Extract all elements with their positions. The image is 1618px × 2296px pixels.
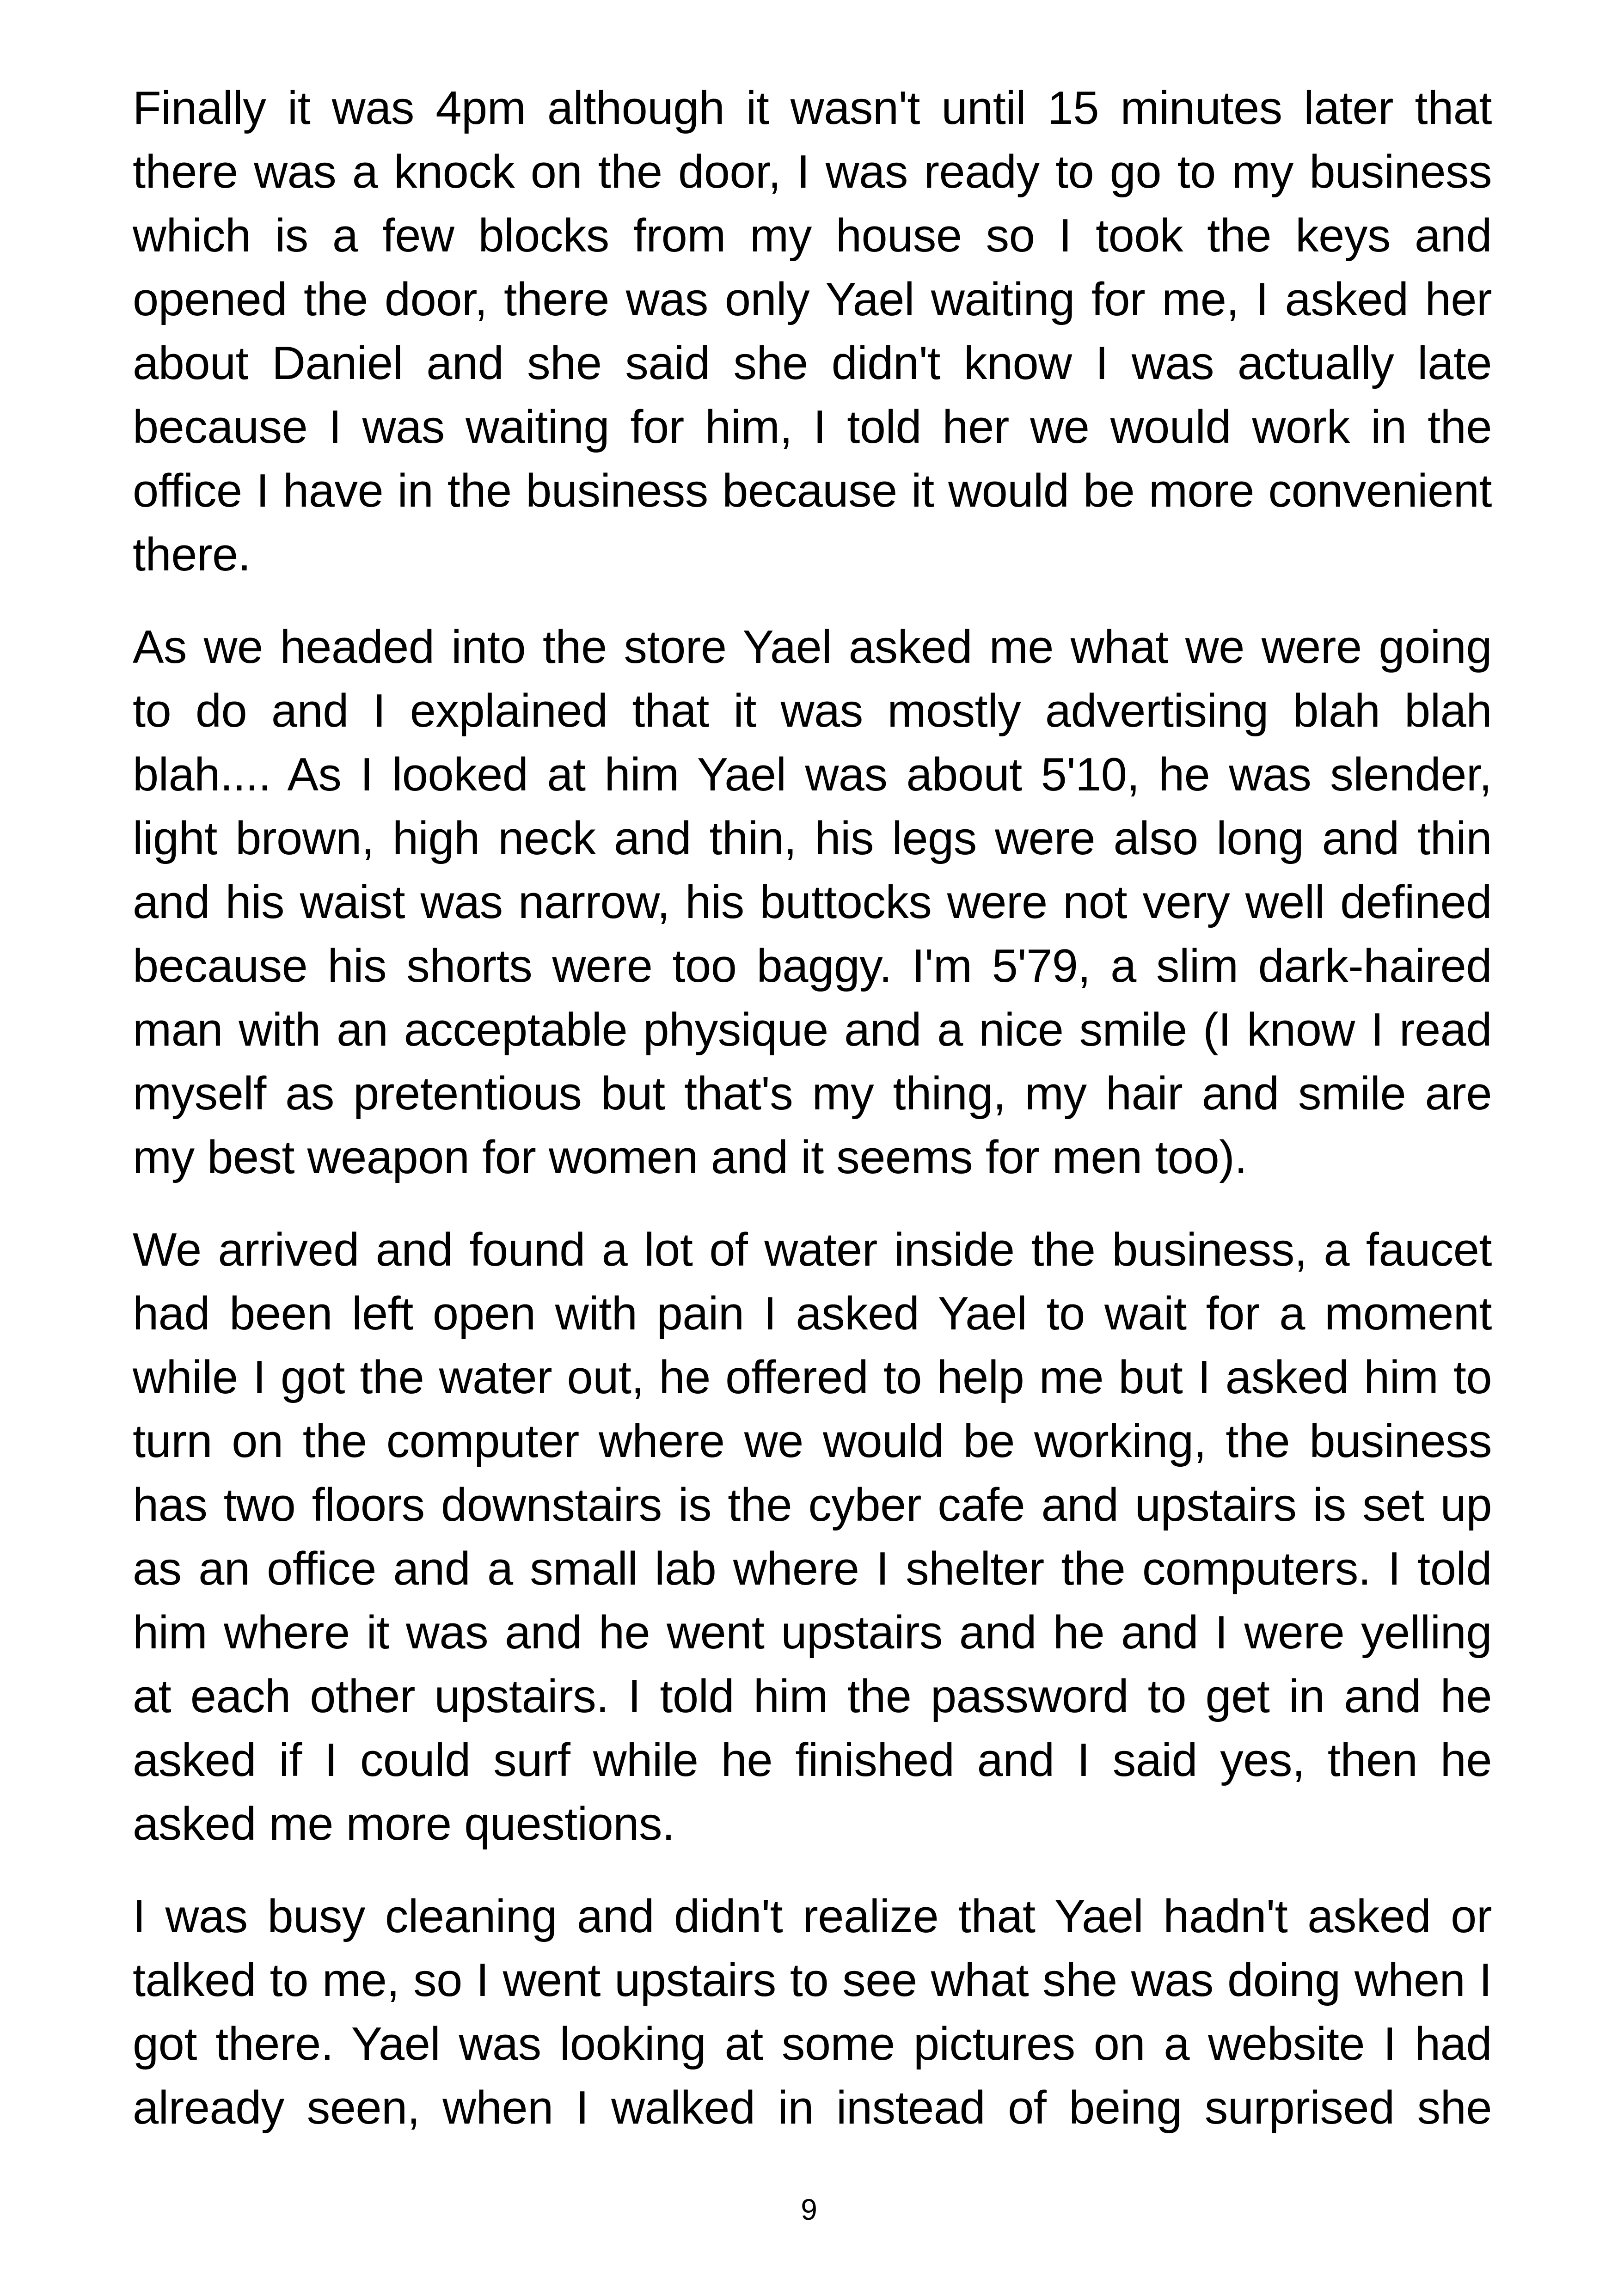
paragraph-3: We arrived and found a lot of water inside the business, a faucet had been left open with pain I asked Yael to wait for a moment while I got the water out, he offered to help me but I asked him to turn on the computer where we would be working, the business has two floors downstairs is the cyber cafe and upstairs is set up as an office and a small lab where I shelter the computers. I told him where it was and he went upstairs and he and I were yelling at each other upstairs. I told him the password to get in and he asked if I could surf while he finished and I said yes, then he asked me more questions. <box>133 1224 1492 1850</box>
body-text <box>133 76 1492 2168</box>
paragraph-4: I was busy cleaning and didn't realize that Yael hadn't asked or talked to me, so I went upstairs to see what she was doing when I got there. Yael was looking at some pictures on a website I had already seen, when I walked in instead of being surprised she <box>133 1891 1492 2134</box>
page-number: 9 <box>801 2193 817 2226</box>
paragraph-2: As we headed into the store Yael asked me what we were going to do and I explained that it was mostly advertising blah blah blah.... As I looked at him Yael was about 5'10, he was slender, light brown, high neck and thin, his legs were also long and thin and his waist was narrow, his buttocks were not very well defined because his shorts were too baggy. I'm 5'79, a slim dark-haired man with an acceptable physique and a nice smile (I know I read myself as pretentious but that's my thing, my hair and smile are my best weapon for women and it seems for men too). <box>133 621 1492 1183</box>
paragraph-1: Finally it was 4pm although it wasn't until 15 minutes later that there was a knock on the door, I was ready to go to my business which is a few blocks from my house so I took the keys and opened the door, there was only Yael waiting for me, I asked her about Daniel and she said she didn't know I was actually late because I was waiting for him, I told her we would work in the office I have in the business because it would be more convenient there. <box>133 82 1492 581</box>
